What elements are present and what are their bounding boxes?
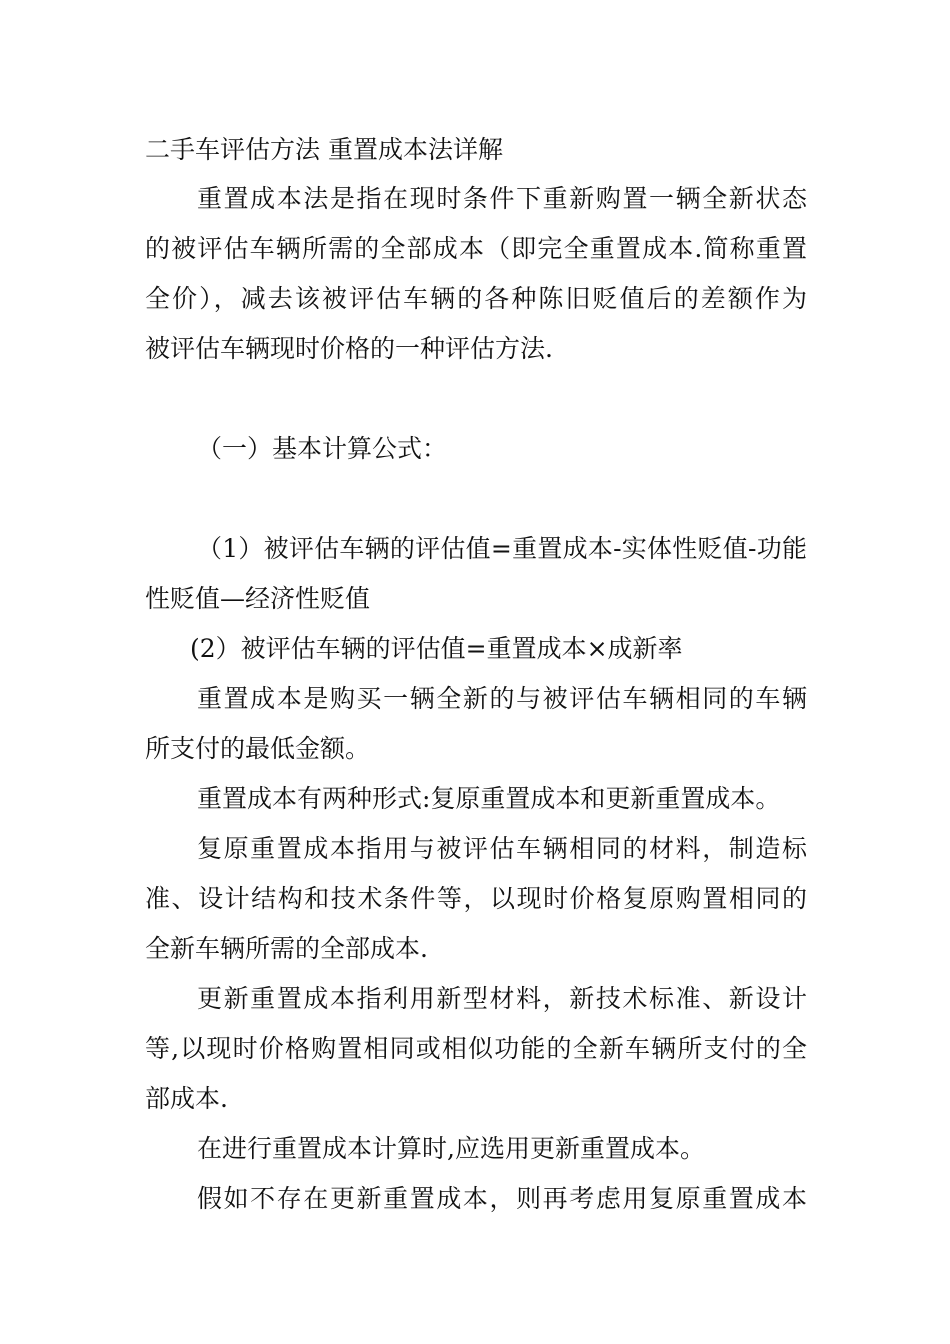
- paragraph-line: 复原重置成本指用与被评估车辆相同的材料，制造标: [197, 834, 807, 863]
- paragraph-line: 重置成本是购买一辆全新的与被评估车辆相同的车辆: [197, 684, 807, 713]
- paragraph-line: 等,以现时价格购置相同或相似功能的全新车辆所支付的全: [145, 1034, 807, 1063]
- paragraph-line: 在进行重置成本计算时,应选用更新重置成本。: [197, 1134, 705, 1163]
- formula-line: (2）被评估车辆的评估值=重置成本×成新率: [190, 634, 683, 663]
- paragraph-line: 准、设计结构和技术条件等，以现时价格复原购置相同的: [145, 884, 807, 913]
- paragraph-line: 所支付的最低金额。: [145, 734, 371, 763]
- formula-line: 性贬值—经济性贬值: [145, 584, 371, 613]
- paragraph-line: 的被评估车辆所需的全部成本（即完全重置成本.简称重置: [145, 234, 807, 263]
- paragraph-line: 全价），减去该被评估车辆的各种陈旧贬值后的差额作为: [145, 284, 807, 313]
- paragraph-line: 更新重置成本指利用新型材料，新技术标准、新设计: [197, 984, 807, 1013]
- section-heading: （一）基本计算公式：: [197, 434, 448, 463]
- document-title: 二手车评估方法 重置成本法详解: [145, 135, 503, 164]
- paragraph-line: 被评估车辆现时价格的一种评估方法.: [145, 334, 553, 363]
- formula-line: （1）被评估车辆的评估值=重置成本-实体性贬值-功能: [197, 534, 807, 563]
- paragraph-line: 全新车辆所需的全部成本.: [145, 934, 428, 963]
- paragraph-line: 重置成本有两种形式:复原重置成本和更新重置成本。: [197, 784, 781, 813]
- paragraph-line: 假如不存在更新重置成本，则再考虑用复原重置成本: [197, 1184, 807, 1213]
- paragraph-line: 重置成本法是指在现时条件下重新购置一辆全新状态: [197, 184, 807, 213]
- paragraph-line: 部成本.: [145, 1084, 228, 1113]
